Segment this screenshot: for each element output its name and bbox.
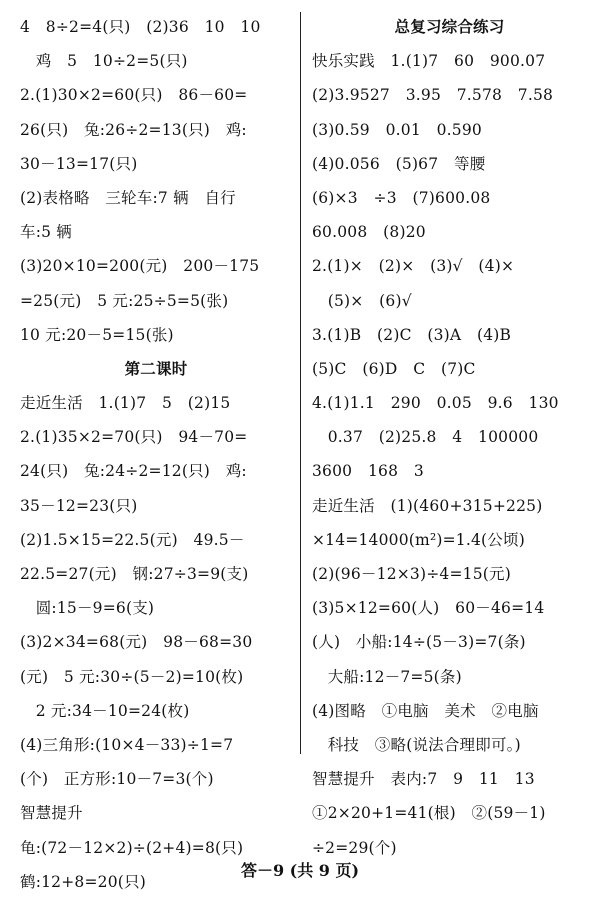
answer-line: 智慧提升 表内:7 9 11 13 bbox=[312, 770, 535, 789]
answer-line: (2)3.9527 3.95 7.578 7.58 bbox=[312, 86, 554, 105]
answer-line: (4)0.056 (5)67 等腰 bbox=[312, 154, 486, 173]
section-heading: 第二课时 bbox=[124, 358, 188, 378]
answer-line: 鸡 5 10÷2=5(只) bbox=[20, 52, 188, 71]
answer-line: 30－13=17(只) bbox=[20, 154, 138, 173]
answer-line: (4)三角形:(10×4－33)÷1=7 bbox=[20, 735, 234, 754]
answer-line: (2)表格略 三轮车:7 辆 自行 bbox=[20, 188, 236, 207]
answer-line: 3600 168 3 bbox=[312, 462, 424, 481]
answer-line: 智慧提升 bbox=[20, 804, 83, 823]
answer-line: 走近生活 1.(1)7 5 (2)15 bbox=[20, 394, 231, 413]
answer-line: 10 元:20－5=15(张) bbox=[20, 325, 174, 344]
answer-line: =25(元) 5 元:25÷5=5(张) bbox=[20, 291, 229, 310]
answer-line: 2.(1)× (2)× (3)√ (4)× bbox=[312, 257, 515, 276]
answer-line: 0.37 (2)25.8 4 100000 bbox=[312, 428, 539, 447]
answer-line: (3)0.59 0.01 0.590 bbox=[312, 120, 482, 139]
answer-line: 2.(1)30×2=60(只) 86－60= bbox=[20, 86, 248, 105]
answer-line: 2.(1)35×2=70(只) 94－70= bbox=[20, 428, 248, 447]
answer-line: (3)5×12=60(人) 60－46=14 bbox=[312, 599, 545, 618]
answer-line: (6)×3 ÷3 (7)600.08 bbox=[312, 188, 491, 207]
answer-line: 2 元:34－10=24(枚) bbox=[20, 701, 190, 720]
answer-line: (3)20×10=200(元) 200－175 bbox=[20, 257, 260, 276]
answer-line: 圆:15－9=6(支) bbox=[20, 599, 155, 618]
answer-line: (个) 正方形:10－7=3(个) bbox=[20, 770, 214, 789]
column-divider bbox=[300, 12, 301, 754]
answer-line: 4.(1)1.1 290 0.05 9.6 130 bbox=[312, 394, 559, 413]
page-footer: 答－9 (共 9 页) bbox=[240, 861, 360, 880]
answer-line: (2)(96－12×3)÷4=15(元) bbox=[312, 565, 511, 583]
answer-line: ①2×20+1=41(根) ②(59－1) bbox=[312, 804, 546, 823]
answer-line: (人) 小船:14÷(5－3)=7(条) bbox=[312, 633, 526, 652]
answer-line: 快乐实践 1.(1)7 60 900.07 bbox=[312, 52, 546, 71]
answer-line: 22.5=27(元) 钢:27÷3=9(支) bbox=[20, 565, 249, 583]
answer-line: (5)C (6)D C (7)C bbox=[312, 359, 476, 378]
answer-line: 3.(1)B (2)C (3)A (4)B bbox=[312, 325, 512, 344]
left-column bbox=[20, 10, 292, 899]
answer-line: (5)× (6)√ bbox=[312, 291, 412, 310]
answer-line: 龟:(72－12×2)÷(2+4)=8(只) bbox=[20, 838, 244, 857]
answer-line: (3)2×34=68(元) 98－68=30 bbox=[20, 633, 253, 652]
answer-line: 车:5 辆 bbox=[20, 223, 73, 242]
answer-line: 科技 ③略(说法合理即可。) bbox=[312, 735, 521, 754]
answer-line: 24(只) 兔:24÷2=12(只) 鸡: bbox=[20, 462, 247, 481]
answer-line: 4 8÷2=4(只) (2)36 10 10 bbox=[20, 18, 261, 36]
answer-line: 26(只) 兔:26÷2=13(只) 鸡: bbox=[20, 120, 247, 139]
answer-line: ÷2=29(个) bbox=[312, 838, 397, 857]
answer-line: 走近生活 (1)(460+315+225) bbox=[312, 496, 543, 515]
answer-line: 鹤:12+8=20(只) bbox=[20, 872, 146, 891]
answer-line: 35－12=23(只) bbox=[20, 496, 138, 515]
section-heading: 总复习综合练习 bbox=[394, 17, 505, 36]
answer-line: ×14=14000(m²)=1.4(公顷) bbox=[312, 530, 525, 549]
answer-line: 大船:12－7=5(条) bbox=[312, 667, 462, 686]
right-column bbox=[312, 10, 587, 865]
answer-line: 60.008 (8)20 bbox=[312, 223, 426, 242]
answer-line: (2)1.5×15=22.5(元) 49.5－ bbox=[20, 530, 245, 549]
answer-line: (元) 5 元:30÷(5－2)=10(枚) bbox=[20, 667, 244, 686]
answer-line: (4)图略 ①电脑 美术 ②电脑 bbox=[312, 701, 539, 720]
